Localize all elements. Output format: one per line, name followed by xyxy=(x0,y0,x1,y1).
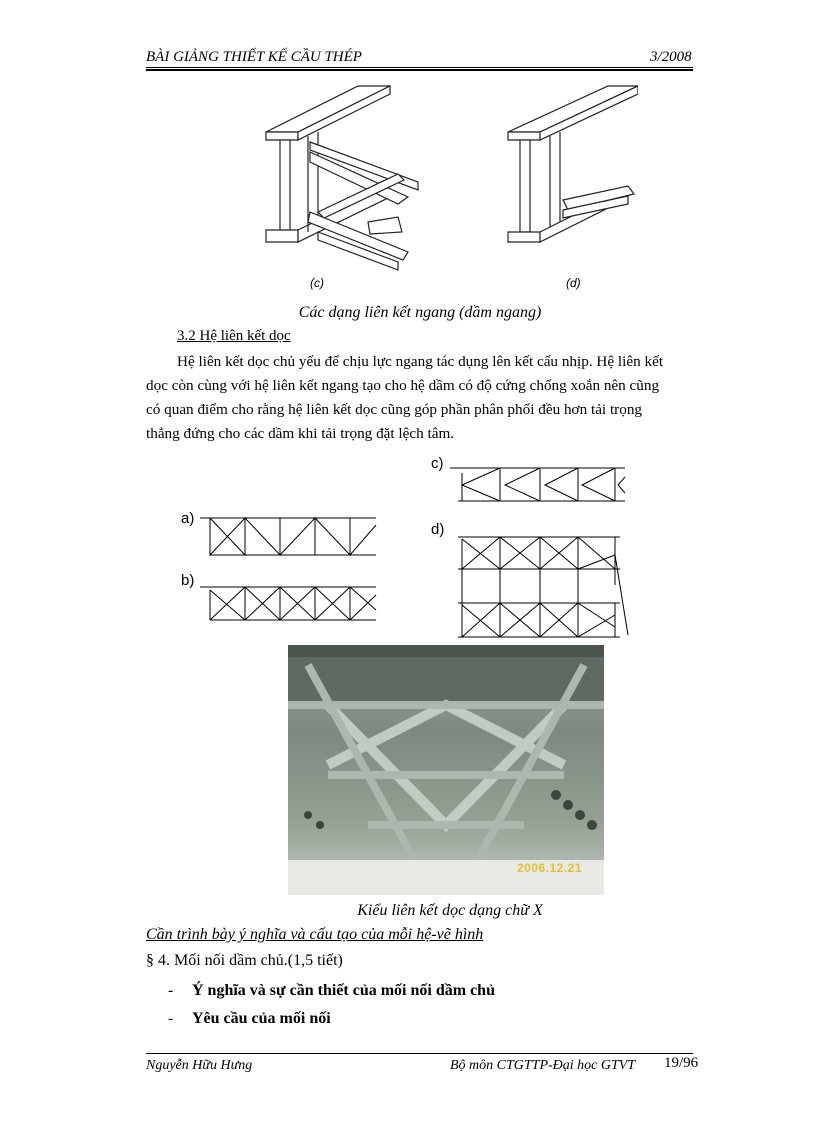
bracing-schematics xyxy=(200,455,630,645)
photo-date-stamp: 2006.12.21 xyxy=(516,861,582,875)
section-4-title: § 4. Mối nối dầm chủ.(1,5 tiết) xyxy=(146,952,343,969)
bullet-2 xyxy=(168,1010,331,1028)
footer-department: Bộ môn CTGTTP-Đại học GTVT xyxy=(450,1058,636,1073)
bullet-1 xyxy=(168,982,495,1000)
bullet-1-text: Ý nghĩa và sự cần thiết của mối nối dầm chủ xyxy=(192,982,495,999)
footer-author: Nguyễn Hữu Hưng xyxy=(146,1058,253,1073)
bullet-2-text: Yêu cầu của mối nối xyxy=(192,1010,331,1027)
figure2-label-a: a) xyxy=(181,510,195,527)
header-rule xyxy=(146,67,693,68)
figure2-label-b: b) xyxy=(181,572,195,589)
section-3-2-line-3: có quan điểm cho rằng hệ liên kết dọc cũng góp phần phân phối đều hơn tải trọng xyxy=(146,401,643,418)
figure1-label-d: (d) xyxy=(566,276,581,290)
section-3-2-title: 3.2 Hệ liên kết dọc xyxy=(177,328,291,344)
photo-structure xyxy=(288,645,604,895)
figure1-caption: Các dạng liên kết ngang (dầm ngang) xyxy=(298,304,542,321)
bullet-dash: - xyxy=(168,1010,174,1027)
header-date: 3/2008 xyxy=(650,49,692,65)
header-rule-thick xyxy=(146,69,693,71)
section-3-2-line-4: thẳng đứng cho các dầm khi tải trọng đặt lệch tâm. xyxy=(146,425,455,442)
header-title: BÀI GIẢNG THIẾT KẾ CẦU THÉP xyxy=(146,49,362,65)
footer-rule xyxy=(146,1053,693,1054)
section-3-2-line-1: Hệ liên kết dọc chủ yếu để chịu lực ngang tác dụng lên kết cấu nhịp. Hệ liên kết xyxy=(177,353,664,370)
photo-caption: Kiểu liên kết dọc dạng chữ X xyxy=(357,902,543,919)
bridge-underside-photo xyxy=(288,645,604,895)
figure2-label-d: d) xyxy=(431,521,445,538)
section-3-2-line-2: dọc còn cùng với hệ liên kết ngang tạo cho hệ dầm có độ cứng chống xoắn nên cũng xyxy=(146,377,660,394)
cross-frame-figure xyxy=(258,82,638,297)
figure2-label-c: c) xyxy=(431,455,444,472)
note-line: Cần trình bày ý nghĩa và cấu tạo của mỗi hệ-vẽ hình xyxy=(146,926,484,943)
footer-page-number: 19/96 xyxy=(664,1055,699,1071)
figure1-label-c: (c) xyxy=(310,276,324,290)
bullet-dash: - xyxy=(168,982,174,999)
